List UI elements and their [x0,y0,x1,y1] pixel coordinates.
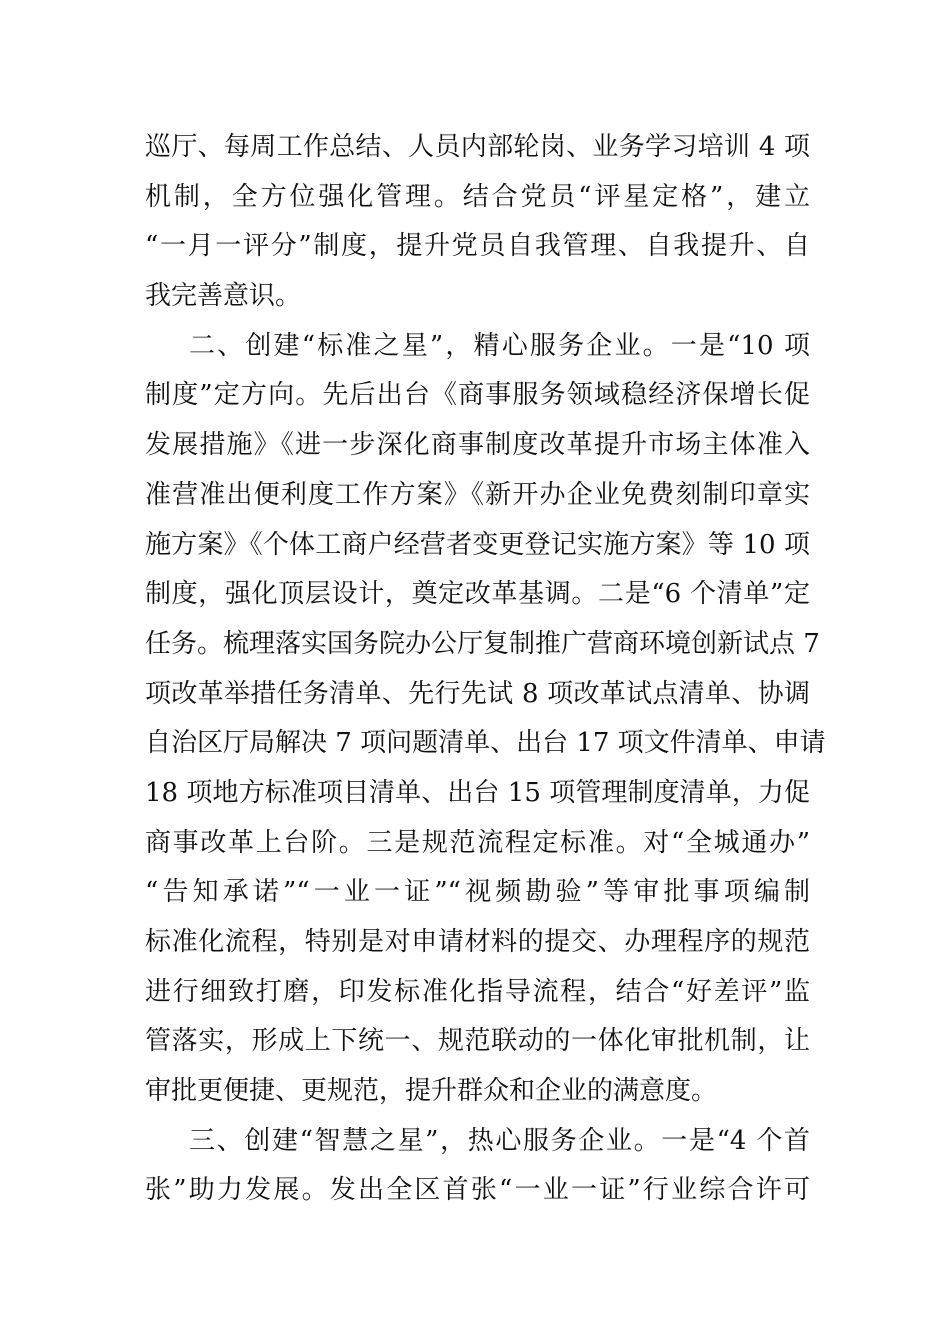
paragraph-start-line: 二、创建“标准之星”，精心服务企业。一是“10 项 [189,330,810,361]
text-line: 标准化流程，特别是对申请材料的提交、办理程序的规范 [145,927,810,957]
text-line: 机制，全方位强化管理。结合党员“评星定格”，建立 [145,181,810,212]
paragraph-start-line: 三、创建“智慧之星”，热心服务企业。一是“4 个首 [189,1125,810,1156]
text-line: 准营准出便利度工作方案》《新开办企业免费刻制印章实 [145,479,810,510]
text-line: 自治区厅局解决 7 项问题清单、出台 17 项文件清单、申请 [145,728,826,759]
text-line: 审批更便捷、更规范，提升群众和企业的满意度。 [145,1076,718,1107]
text-line: 任务。梳理落实国务院办公厅复制推广营商环境创新试点 7 [145,628,820,659]
text-line: 项改革举措任务清单、先行先试 8 项改革试点清单、协调 [145,678,810,709]
text-line: 商事改革上台阶。三是规范流程定标准。对“全城通办” [145,827,810,858]
text-line: 管落实，形成上下统一、规范联动的一体化审批机制，让 [145,1026,810,1057]
text-line: “告知承诺”“一业一证”“视频勘验”等审批事项编制 [145,877,810,908]
text-line: 我完善意识。 [145,281,302,312]
text-line: 发展措施》《进一步深化商事制度改革提升市场主体准入 [145,430,810,461]
text-line: 张”助力发展。发出全区首张“一业一证”行业综合许可 [145,1175,810,1206]
text-line: 制度，强化顶层设计，奠定改革基调。二是“6 个清单”定 [145,579,810,610]
text-line: 巡厅、每周工作总结、人员内部轮岗、业务学习培训 4 项 [145,132,810,162]
text-line: 18 项地方标准项目清单、出台 15 项管理制度清单，力促 [145,777,810,808]
text-line: 制度”定方向。先后出台《商事服务领域稳经济保增长促 [145,380,810,411]
text-line: “一月一评分”制度，提升党员自我管理、自我提升、自 [145,231,810,262]
document-body [145,123,826,1216]
text-line: 施方案》《个体工商户经营者变更登记实施方案》等 10 项 [145,529,810,560]
text-line: 进行细致打磨，印发标准化指导流程，结合“好差评”监 [145,976,810,1007]
